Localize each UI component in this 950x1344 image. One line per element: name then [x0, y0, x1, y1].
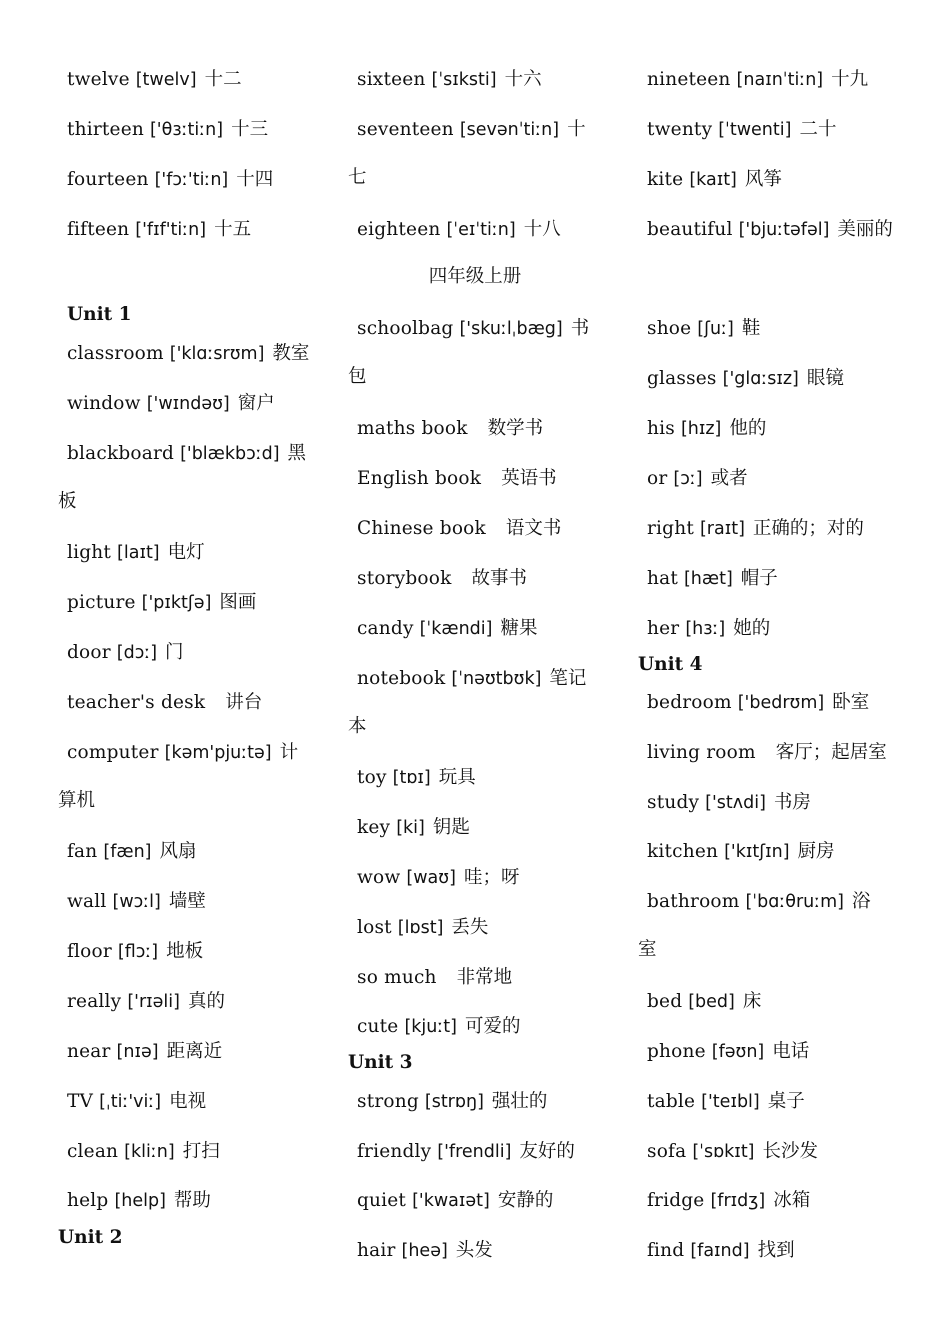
vocab-entry — [67, 990, 339, 1014]
vocab-entry — [67, 1140, 339, 1164]
chinese-meaning: 正确的；对的 — [752, 518, 864, 539]
phonetic-transcription: [ˈkændi] — [419, 619, 493, 639]
vocab-entry — [357, 68, 629, 92]
vocab-entry — [647, 691, 919, 715]
phonetic-transcription: [frɪdʒ] — [710, 1191, 766, 1211]
english-word: glasses — [647, 368, 717, 389]
chinese-meaning: 客厅；起居室 — [775, 742, 887, 763]
chinese-meaning: 友好的 — [519, 1141, 575, 1162]
english-word: fifteen — [67, 219, 130, 240]
chinese-meaning: 浴 — [852, 891, 871, 912]
english-word: really — [67, 991, 122, 1012]
vocab-entry — [67, 591, 339, 615]
english-word: teacher's desk — [67, 692, 206, 713]
vocab-entry — [348, 106, 629, 201]
phonetic-transcription: [waʊ] — [406, 868, 456, 888]
vocab-entry — [647, 417, 919, 441]
vocab-entry — [357, 1140, 629, 1164]
phonetic-transcription: [raɪt] — [699, 519, 745, 539]
vocab-entry — [647, 840, 919, 864]
english-word: so much — [357, 967, 437, 988]
phonetic-transcription: [ɔː] — [673, 469, 703, 489]
chinese-meaning: 语文书 — [505, 518, 562, 539]
english-word: help — [67, 1190, 109, 1211]
phonetic-transcription: [strɒŋ] — [424, 1092, 484, 1112]
chinese-meaning: 十八 — [523, 219, 561, 240]
english-word: picture — [67, 592, 136, 613]
vocab-entry — [647, 367, 919, 391]
phonetic-transcription: [flɔː] — [117, 942, 159, 962]
chinese-meaning: 桌子 — [767, 1091, 805, 1112]
chinese-meaning: 距离近 — [166, 1041, 223, 1062]
english-word: living room — [647, 742, 756, 763]
phonetic-transcription: [hæt] — [683, 569, 733, 589]
vocab-entry — [357, 1090, 629, 1114]
vocab-entry — [647, 791, 919, 815]
english-word: quiet — [357, 1190, 407, 1211]
chinese-meaning-continued: 室 — [638, 939, 657, 960]
vocab-entry — [357, 766, 629, 790]
chinese-meaning: 床 — [742, 991, 762, 1012]
vocab-entry — [67, 1040, 339, 1064]
chinese-meaning-continued: 七 — [348, 167, 367, 188]
chinese-meaning: 书 — [570, 318, 590, 339]
chinese-meaning-continued: 包 — [348, 366, 367, 387]
english-word: bathroom — [647, 891, 740, 912]
chinese-meaning-continued: 板 — [58, 491, 77, 512]
chinese-meaning: 英语书 — [501, 468, 557, 489]
phonetic-transcription: ['blækbɔːd] — [180, 444, 280, 464]
vocab-entry — [647, 317, 919, 341]
vocab-entry — [647, 168, 919, 192]
chinese-meaning-continued: 算机 — [58, 790, 96, 811]
phonetic-transcription: ['kɪtʃɪn] — [724, 842, 790, 862]
chinese-meaning: 帽子 — [740, 568, 778, 589]
chinese-meaning: 十三 — [231, 119, 269, 140]
english-word: fourteen — [67, 169, 149, 190]
chinese-meaning: 窗户 — [237, 393, 275, 414]
phonetic-transcription: [nɪə] — [116, 1042, 159, 1062]
vocab-entry — [67, 691, 339, 715]
english-word: light — [67, 542, 112, 563]
chinese-meaning: 十四 — [236, 169, 274, 190]
phonetic-transcription: [tɒɪ] — [392, 768, 431, 788]
english-word: lost — [357, 917, 392, 938]
english-word: eighteen — [357, 219, 441, 240]
english-word: twenty — [647, 119, 713, 140]
chinese-meaning: 或者 — [710, 468, 748, 489]
phonetic-transcription: ['klɑːsrʊm] — [169, 344, 265, 364]
vocab-entry — [647, 741, 919, 765]
english-word: find — [647, 1240, 685, 1261]
vocab-entry — [67, 641, 339, 665]
vocab-entry — [348, 655, 629, 750]
vocab-entry — [647, 118, 919, 142]
vocab-entry — [67, 168, 339, 192]
vocab-entry — [58, 430, 339, 525]
chinese-meaning: 帮助 — [173, 1190, 211, 1211]
phonetic-transcription: ['rɪəli] — [127, 992, 180, 1012]
phonetic-transcription: [ˈsɪksti] — [431, 70, 497, 90]
english-word: bedroom — [647, 692, 732, 713]
chinese-meaning: 他的 — [729, 418, 767, 439]
vocab-entry — [357, 1189, 629, 1213]
unit-heading: Unit 3 — [348, 1052, 413, 1073]
phonetic-transcription: ['fɪf'tiːn] — [135, 220, 207, 240]
phonetic-transcription: [kliːn] — [124, 1142, 175, 1162]
chinese-meaning: 哇；呀 — [463, 867, 520, 888]
phonetic-transcription: [kaɪt] — [689, 170, 737, 190]
english-word: classroom — [67, 343, 164, 364]
vocab-entry — [647, 617, 919, 641]
english-word: sofa — [647, 1141, 687, 1162]
phonetic-transcription: [ˌtiː'viː] — [99, 1092, 162, 1112]
phonetic-transcription: ['fɔː'tiːn] — [154, 170, 229, 190]
unit-heading: Unit 2 — [58, 1227, 123, 1248]
vocab-entry — [357, 916, 629, 940]
english-word: hat — [647, 568, 678, 589]
chinese-meaning: 长沙发 — [762, 1141, 819, 1162]
english-word: cute — [357, 1016, 399, 1037]
chinese-meaning: 教室 — [272, 343, 310, 364]
vocab-entry — [357, 966, 629, 990]
english-word: his — [647, 418, 675, 439]
phonetic-transcription: [hɜː] — [685, 619, 726, 639]
vocab-entry — [357, 617, 629, 641]
phonetic-transcription: ['bjuːtəfəl] — [738, 220, 830, 240]
chinese-meaning: 真的 — [187, 991, 225, 1012]
english-word: friendly — [357, 1141, 432, 1162]
vocab-entry — [357, 1239, 629, 1263]
phonetic-transcription: ['teɪbl] — [701, 1092, 760, 1112]
chinese-meaning: 安静的 — [497, 1190, 554, 1211]
vocab-entry — [58, 729, 339, 824]
chinese-meaning: 厨房 — [797, 841, 835, 862]
phonetic-transcription: [hɪz] — [680, 419, 722, 439]
vocab-entry — [357, 567, 629, 591]
chinese-meaning: 美丽的 — [837, 219, 893, 240]
phonetic-transcription: ['pɪktʃə] — [141, 593, 212, 613]
chinese-meaning: 书房 — [773, 792, 811, 813]
english-word: computer — [67, 742, 159, 763]
phonetic-transcription: ['skuːlˌbæg] — [459, 319, 563, 339]
chinese-meaning: 计 — [279, 742, 299, 763]
chinese-meaning: 头发 — [455, 1240, 493, 1261]
english-word: bed — [647, 991, 683, 1012]
english-word: door — [67, 642, 111, 663]
vocab-entry — [647, 1090, 919, 1114]
vocab-entry — [647, 1189, 919, 1213]
vocab-entry — [67, 392, 339, 416]
vocab-entry — [647, 218, 919, 242]
phonetic-transcription: [dɔː] — [116, 643, 158, 663]
chinese-meaning: 电灯 — [167, 542, 205, 563]
english-word: window — [67, 393, 141, 414]
chinese-meaning: 十六 — [504, 69, 542, 90]
chinese-meaning: 十 — [567, 119, 586, 140]
chinese-meaning: 鞋 — [741, 318, 761, 339]
vocab-entry — [357, 467, 629, 491]
phonetic-transcription: [wɔːl] — [112, 892, 161, 912]
vocab-entry — [67, 840, 339, 864]
english-word: schoolbag — [357, 318, 454, 339]
english-word: key — [357, 817, 391, 838]
chinese-meaning: 十二 — [204, 69, 242, 90]
chinese-meaning: 电话 — [772, 1041, 810, 1062]
vocab-entry — [67, 68, 339, 92]
phonetic-transcription: ['θɜːtiːn] — [149, 120, 224, 140]
english-word: candy — [357, 618, 414, 639]
phonetic-transcription: ['frendli] — [437, 1142, 512, 1162]
unit-heading: Unit 1 — [67, 304, 132, 325]
phonetic-transcription: ['glɑːsɪz] — [722, 369, 799, 389]
vocab-entry — [67, 342, 339, 366]
english-word: notebook — [357, 668, 446, 689]
chinese-meaning: 非常地 — [456, 967, 513, 988]
vocab-entry — [67, 890, 339, 914]
english-word: wow — [357, 867, 401, 888]
chinese-meaning: 数学书 — [487, 418, 544, 439]
chinese-meaning: 糖果 — [500, 618, 538, 639]
chinese-meaning: 二十 — [799, 119, 837, 140]
phonetic-transcription: [kjuːt] — [404, 1017, 457, 1037]
section-title: 四年级上册 — [428, 266, 522, 287]
chinese-meaning: 十九 — [831, 69, 869, 90]
english-word: maths book — [357, 418, 468, 439]
vocab-entry — [67, 1189, 339, 1213]
english-word: phone — [647, 1041, 706, 1062]
chinese-meaning: 图画 — [219, 592, 257, 613]
chinese-meaning: 风扇 — [159, 841, 197, 862]
english-word: fridge — [647, 1190, 705, 1211]
chinese-meaning: 十五 — [214, 219, 252, 240]
phonetic-transcription: [sevənˈtiːn] — [459, 120, 560, 140]
phonetic-transcription: [ˈsɒkɪt] — [692, 1142, 755, 1162]
phonetic-transcription: [laɪt] — [117, 543, 160, 563]
phonetic-transcription: [heə] — [401, 1241, 448, 1261]
vocab-entry — [647, 1239, 919, 1263]
vocab-entry — [67, 940, 339, 964]
vocab-entry — [638, 878, 919, 973]
phonetic-transcription: [ˈnəʊtbʊk] — [451, 669, 542, 689]
english-word: near — [67, 1041, 111, 1062]
vocab-entry — [357, 816, 629, 840]
phonetic-transcription: ['kwaɪət] — [412, 1191, 490, 1211]
phonetic-transcription: [ʃuː] — [697, 319, 734, 339]
english-word: fan — [67, 841, 98, 862]
english-word: kite — [647, 169, 684, 190]
chinese-meaning: 眼镜 — [806, 368, 844, 389]
vocab-entry — [647, 68, 919, 92]
vocab-entry — [348, 305, 629, 400]
chinese-meaning: 门 — [165, 642, 184, 663]
phonetic-transcription: [ˈbɑːθruːm] — [745, 892, 844, 912]
phonetic-transcription: [ˈtwenti] — [718, 120, 792, 140]
english-word: clean — [67, 1141, 119, 1162]
english-word: strong — [357, 1091, 419, 1112]
vocab-entry — [357, 417, 629, 441]
phonetic-transcription: ['wɪndəʊ] — [146, 394, 230, 414]
vocab-entry — [67, 118, 339, 142]
english-word: blackboard — [67, 443, 175, 464]
phonetic-transcription: [ki] — [396, 818, 425, 838]
chinese-meaning: 强壮的 — [491, 1091, 548, 1112]
chinese-meaning: 电视 — [169, 1091, 207, 1112]
english-word: thirteen — [67, 119, 144, 140]
chinese-meaning: 黑 — [287, 443, 307, 464]
english-word: toy — [357, 767, 387, 788]
vocab-entry — [357, 218, 629, 242]
phonetic-transcription: [faɪnd] — [690, 1241, 750, 1261]
vocab-entry — [67, 218, 339, 242]
phonetic-transcription: [fæn] — [103, 842, 152, 862]
english-word: TV — [67, 1091, 94, 1112]
phonetic-transcription: [fəʊn] — [711, 1042, 765, 1062]
english-word: hair — [357, 1240, 396, 1261]
chinese-meaning: 玩具 — [438, 767, 476, 788]
english-word: twelve — [67, 69, 130, 90]
chinese-meaning: 笔记 — [549, 668, 587, 689]
english-word: Chinese book — [357, 518, 486, 539]
phonetic-transcription: [naɪnˈtiːn] — [736, 70, 824, 90]
english-word: her — [647, 618, 680, 639]
english-word: English book — [357, 468, 482, 489]
chinese-meaning: 可爱的 — [464, 1016, 521, 1037]
phonetic-transcription: [ˈeɪˈtiːn] — [446, 220, 516, 240]
vocab-entry — [357, 1015, 629, 1039]
vocab-entry — [67, 1090, 339, 1114]
chinese-meaning: 钥匙 — [432, 817, 470, 838]
chinese-meaning: 卧室 — [832, 692, 870, 713]
phonetic-transcription: [twelv] — [135, 70, 197, 90]
chinese-meaning: 故事书 — [471, 568, 528, 589]
english-word: or — [647, 468, 668, 489]
vocab-entry — [647, 1140, 919, 1164]
chinese-meaning: 讲台 — [225, 692, 263, 713]
chinese-meaning: 墙壁 — [168, 891, 206, 912]
phonetic-transcription: ['stʌdi] — [705, 793, 766, 813]
english-word: nineteen — [647, 69, 731, 90]
english-word: floor — [67, 941, 112, 962]
chinese-meaning: 打扫 — [182, 1141, 220, 1162]
english-word: storybook — [357, 568, 452, 589]
chinese-meaning: 风筝 — [744, 169, 782, 190]
english-word: kitchen — [647, 841, 719, 862]
vocab-entry — [67, 541, 339, 565]
chinese-meaning: 找到 — [757, 1240, 795, 1261]
phonetic-transcription: [lɒst] — [397, 918, 444, 938]
english-word: table — [647, 1091, 696, 1112]
english-word: beautiful — [647, 219, 733, 240]
unit-heading: Unit 4 — [638, 654, 703, 675]
phonetic-transcription: ['bedrʊm] — [737, 693, 825, 713]
english-word: shoe — [647, 318, 692, 339]
english-word: seventeen — [357, 119, 454, 140]
english-word: right — [647, 518, 694, 539]
chinese-meaning: 地板 — [166, 941, 204, 962]
chinese-meaning: 丢失 — [451, 917, 489, 938]
vocab-entry — [647, 1040, 919, 1064]
phonetic-transcription: [bed] — [688, 992, 735, 1012]
chinese-meaning: 冰箱 — [773, 1190, 811, 1211]
vocab-entry — [357, 517, 629, 541]
vocab-entry — [647, 517, 919, 541]
english-word: sixteen — [357, 69, 426, 90]
phonetic-transcription: [help] — [114, 1191, 166, 1211]
vocab-entry — [647, 467, 919, 491]
english-word: wall — [67, 891, 107, 912]
vocab-entry — [357, 866, 629, 890]
phonetic-transcription: [kəm'pjuːtə] — [164, 743, 272, 763]
vocab-entry — [647, 990, 919, 1014]
english-word: study — [647, 792, 700, 813]
vocab-entry — [647, 567, 919, 591]
chinese-meaning: 她的 — [733, 618, 771, 639]
chinese-meaning-continued: 本 — [348, 716, 367, 737]
